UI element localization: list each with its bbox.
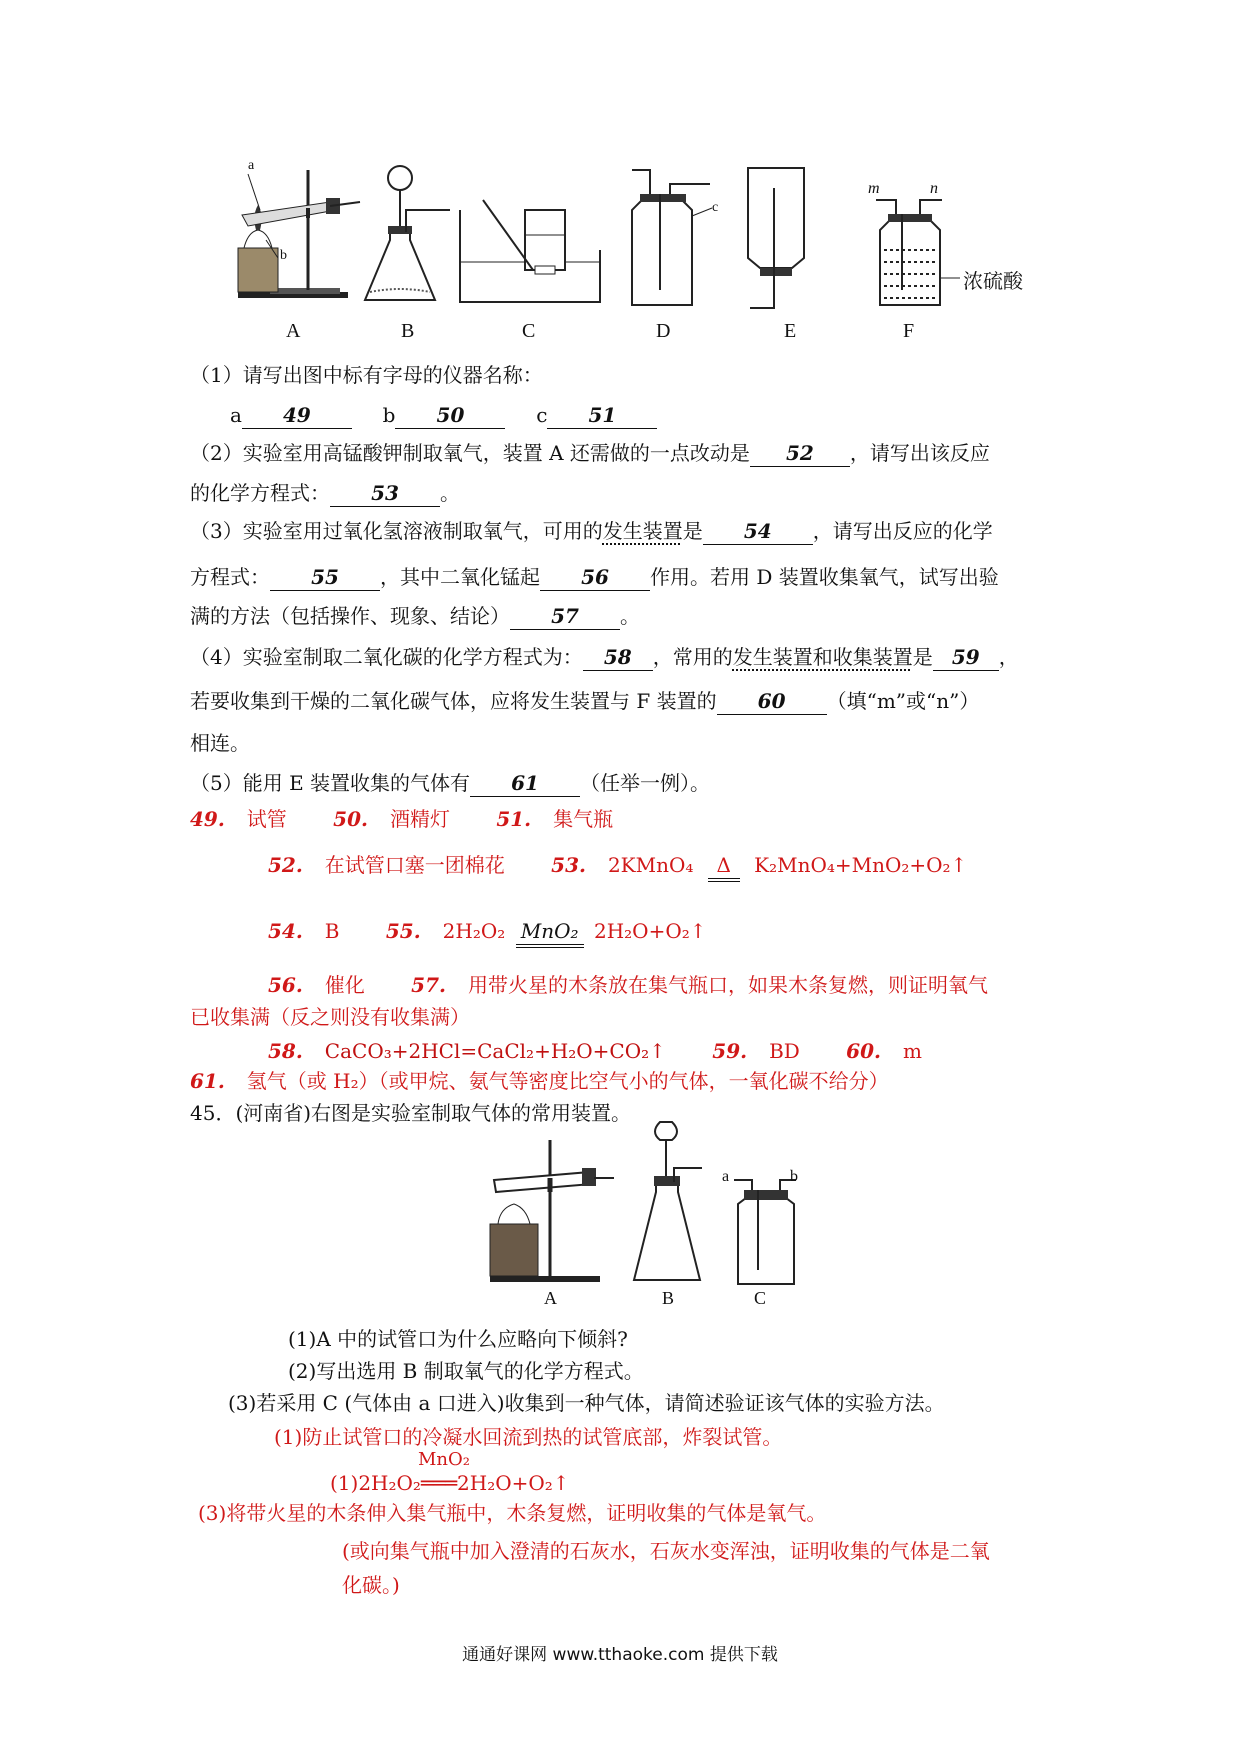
q2-line2 xyxy=(190,480,460,507)
mark-b: b xyxy=(280,248,287,263)
q3-text-2-post: 作用。若用 D 装置收集氧气，试写出验 xyxy=(650,565,999,589)
q5-text-post: （任举一例）。 xyxy=(580,771,711,795)
q4-text-post: ， xyxy=(998,645,1019,669)
q3-line1 xyxy=(190,518,993,545)
label-b: B xyxy=(401,320,415,342)
q45-answer-3: (3)将带火星的木条伸入集气瓶中，木条复燃，证明收集的气体是氧气。 xyxy=(198,1501,827,1525)
answer-num-61: 61. xyxy=(190,1069,225,1093)
answer-row-49-51 xyxy=(190,806,613,832)
answer-num-50: 50. xyxy=(333,807,368,831)
q5-text: （5）能用 E 装置收集的气体有 xyxy=(190,771,471,795)
answer-55-right: 2H₂O+O₂↑ xyxy=(593,919,707,943)
q1-c-label: c xyxy=(536,403,548,427)
blank-53: 53 xyxy=(330,480,440,507)
answer-num-58: 58. xyxy=(268,1039,303,1063)
q2-line1 xyxy=(190,440,990,467)
blank-61: 61 xyxy=(470,770,580,797)
q1-prompt: （1）请写出图中标有字母的仪器名称： xyxy=(190,363,543,387)
answer-num-49: 49. xyxy=(190,807,225,831)
q2-text-post: ，请写出该反应 xyxy=(849,441,990,465)
q4-line1 xyxy=(190,644,1019,671)
q45-label-c: C xyxy=(754,1288,767,1308)
q2-text: （2）实验室用高锰酸钾制取氧气，装置 A 还需做的一点改动是 xyxy=(190,441,750,465)
q45-title: 45．(河南省)右图是实验室制取气体的常用装置。 xyxy=(190,1101,632,1125)
blank-57: 57 xyxy=(510,603,620,630)
q45-answer-2: (1)2H₂O₂═══2H₂O+O₂↑ xyxy=(330,1471,570,1495)
q4-line3: 相连。 xyxy=(190,731,250,755)
blank-50: 50 xyxy=(395,402,505,429)
q4-line2 xyxy=(190,688,979,715)
answer-55-left: 2H₂O₂ xyxy=(442,919,506,943)
mark-a: a xyxy=(248,158,255,173)
q3-dotted: 发生装置 xyxy=(602,519,683,543)
apparatus-a-drawing xyxy=(230,160,370,310)
answer-num-60: 60. xyxy=(846,1039,881,1063)
q45-sub1: (1)A 中的试管口为什么应略向下倾斜? xyxy=(288,1327,628,1351)
answer-num-57: 57. xyxy=(411,973,446,997)
blank-51: 51 xyxy=(547,402,657,429)
label-f: F xyxy=(903,320,915,342)
blank-58: 58 xyxy=(583,644,653,671)
answer-row-58-60 xyxy=(268,1038,922,1064)
page-footer: 通通好课网 www.tthaoke.com 提供下载 xyxy=(462,1645,778,1665)
q4-text-mid: ，常用的 xyxy=(652,645,733,669)
answer-50: 酒精灯 xyxy=(389,807,450,831)
q1-a-label: a xyxy=(230,403,242,427)
answer-54: B xyxy=(324,919,340,943)
q5-line xyxy=(190,770,710,797)
q45-answer-1: (1)防止试管口的冷凝水回流到热的试管底部，炸裂试管。 xyxy=(274,1425,783,1449)
q4-text-2-post: （填“m”或“n”） xyxy=(826,689,980,713)
acid-label: 浓硫酸 xyxy=(963,269,1023,293)
q45-label-a: A xyxy=(544,1288,557,1308)
answer-num-53: 53. xyxy=(551,853,586,877)
q45-mark-a: a xyxy=(722,1168,730,1185)
q45-label-b: B xyxy=(662,1288,675,1308)
answer-58: CaCO₃+2HCl=CaCl₂+H₂O+CO₂↑ xyxy=(324,1039,666,1063)
q4-text: （4）实验室制取二氧化碳的化学方程式为： xyxy=(190,645,583,669)
apparatus-e-drawing xyxy=(740,168,820,318)
answer-57-line1: 用带火星的木条放在集气瓶口，如果木条复燃，则证明氧气 xyxy=(467,973,988,997)
answer-57-line2: 已收集满（反之则没有收集满） xyxy=(190,1005,470,1029)
q3-text: （3）实验室用过氧化氢溶液制取氧气，可用的 xyxy=(190,519,603,543)
q3-text-2: 方程式： xyxy=(190,565,270,589)
q3-text-2-mid: ，其中二氧化锰起 xyxy=(380,565,540,589)
q1-b-label: b xyxy=(382,403,396,427)
answer-49: 试管 xyxy=(246,807,287,831)
answer-num-52: 52. xyxy=(268,853,303,877)
answer-row-56-57 xyxy=(268,972,988,998)
mark-m: m xyxy=(868,180,880,197)
answer-num-59: 59. xyxy=(712,1039,748,1063)
answer-60: m xyxy=(902,1039,922,1063)
q4-dotted: 发生装置和收集装置 xyxy=(732,645,913,669)
answer-59: BD xyxy=(769,1039,800,1063)
q3-text-mid: 是 xyxy=(682,519,703,543)
answer-num-56: 56. xyxy=(268,973,303,997)
label-c: C xyxy=(522,320,536,342)
label-a: A xyxy=(286,320,301,342)
answer-51: 集气瓶 xyxy=(553,807,614,831)
apparatus-c-drawing xyxy=(455,190,605,310)
q4-text-2: 若要收集到干燥的二氧化碳气体，应将发生装置与 F 装置的 xyxy=(190,689,717,713)
q2-text-2-post: 。 xyxy=(440,481,460,505)
label-e: E xyxy=(784,320,797,342)
answer-row-54-55 xyxy=(268,918,707,944)
apparatus-d-drawing xyxy=(620,170,720,310)
q45-sub3: (3)若采用 C (气体由 a 口进入)收集到一种气体，请简述验证该气体的实验方法。 xyxy=(228,1391,945,1415)
apparatus-b-drawing xyxy=(360,160,470,310)
q45-sub2: (2)写出选用 B 制取氧气的化学方程式。 xyxy=(288,1359,644,1383)
q45-answer-3b-line2: 化碳。) xyxy=(342,1573,400,1597)
q4-text-mid2: 是 xyxy=(912,645,933,669)
q45-apparatus-c-drawing xyxy=(730,1180,810,1290)
mark-n: n xyxy=(930,180,938,197)
answer-53-right: K₂MnO₄+MnO₂+O₂↑ xyxy=(754,853,968,877)
blank-55: 55 xyxy=(270,564,380,591)
answer-52: 在试管口塞一团棉花 xyxy=(324,853,505,877)
q45-answer-3b-line1: (或向集气瓶中加入澄清的石灰水，石灰水变浑浊，证明收集的气体是二氧 xyxy=(342,1539,990,1563)
answer-num-55: 55. xyxy=(385,919,421,943)
answer-56: 催化 xyxy=(324,973,365,997)
blank-56: 56 xyxy=(540,564,650,591)
q3-line3 xyxy=(190,603,640,630)
q1-blanks xyxy=(230,402,657,429)
q45-mark-b: b xyxy=(790,1168,798,1185)
q45-apparatus-b-drawing xyxy=(630,1118,720,1288)
q3-text-3-post: 。 xyxy=(620,604,640,628)
label-d: D xyxy=(656,320,671,342)
apparatus-f-drawing xyxy=(870,190,950,310)
answer-55-condition: MnO₂ xyxy=(520,919,579,943)
q2-text-2: 的化学方程式： xyxy=(190,481,330,505)
q45-answer-2-condition: MnO₂ xyxy=(418,1449,470,1470)
blank-52: 52 xyxy=(750,440,850,467)
answer-num-51: 51. xyxy=(496,807,532,831)
mark-c: c xyxy=(712,200,719,215)
blank-59: 59 xyxy=(933,644,999,671)
answer-row-61 xyxy=(190,1068,889,1094)
q3-line2 xyxy=(190,564,999,591)
answer-53-condition: Δ xyxy=(716,853,731,877)
blank-49: 49 xyxy=(242,402,352,429)
blank-54: 54 xyxy=(703,518,813,545)
answer-61: 氢气（或 H₂）（或甲烷、氨气等密度比空气小的气体，一氧化碳不给分） xyxy=(246,1069,889,1093)
answer-53-left: 2KMnO₄ xyxy=(607,853,694,877)
answer-num-54: 54. xyxy=(268,919,303,943)
answer-row-52-53 xyxy=(268,852,967,878)
q3-text-3: 满的方法（包括操作、现象、结论） xyxy=(190,604,510,628)
blank-60: 60 xyxy=(717,688,827,715)
q45-apparatus-a-drawing xyxy=(490,1138,630,1288)
q3-text-post: ，请写出反应的化学 xyxy=(812,519,993,543)
